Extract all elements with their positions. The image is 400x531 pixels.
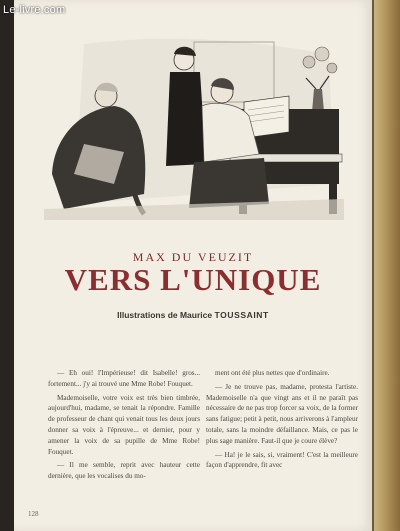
text-column-right	[206, 368, 358, 474]
paragraph: ment ont été plus nettes que d'ordinaire.	[215, 369, 330, 377]
paragraph: — Eh oui! l'Impérieuse! dit Isabelle! gros... fortement... j'y ai trouvé une Mme Robe! Fouquet.	[48, 369, 200, 388]
book-spine	[372, 0, 400, 531]
paragraph: Mademoiselle, votre voix est très bien timbrée, aujourd'hui, madame, se tenait la répondre. Famille de professeur de chant qui venait tous les deux jours donner sa voix à l'épreuve... et dernier, pour y amener la voix de sa pupille de Mme Robe! Fouquet.	[48, 393, 200, 456]
credit-name: TOUSSAINT	[214, 310, 269, 320]
paragraph: — Il me semble, reprit avec hauteur cette dernière, que les vocalises du mo-	[48, 461, 200, 481]
article-author: MAX DU VEUZIT	[132, 250, 254, 264]
spine-edge	[372, 0, 374, 531]
article-title: VERS L'UNIQUE	[64, 262, 322, 297]
page-number: 128	[28, 510, 39, 518]
text-column-left	[48, 368, 200, 485]
credit-prefix: Illustrations de Maurice	[117, 310, 213, 320]
paragraph: — Ha! je le sais, si, vraiment! C'est la meilleure façon d'apprendre, fit avec	[206, 450, 358, 470]
paragraph: — Je ne trouve pas, madame, protesta l'artiste. Mademoiselle n'a que vingt ans et il ne paraît pas nécessaire de ne pas trop forcer sa voix, de la former sans fatigue; petit à petit, nous arriverons à l'ampleur totale, sans la moindre défaillance. Mais, ce pas le plus sage manière. Faut-il que je coure élève?	[206, 382, 358, 445]
site-watermark: Le-livre.com	[3, 4, 66, 16]
illustration-credit	[14, 310, 372, 320]
music-lesson-illustration	[44, 34, 344, 220]
